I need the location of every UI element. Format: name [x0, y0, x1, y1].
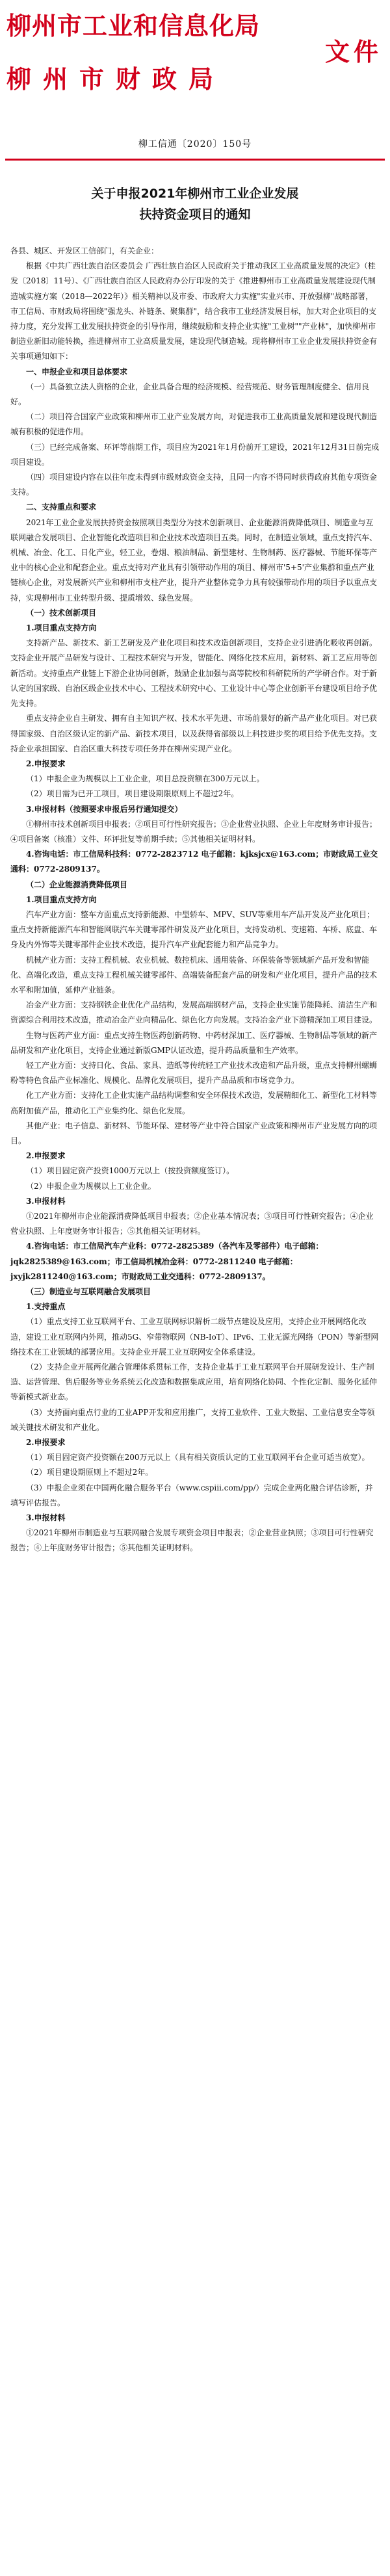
document-number: 柳工信通〔2020〕150号 — [138, 139, 252, 150]
letterhead — [0, 0, 390, 182]
document-label: 文件 — [325, 38, 383, 66]
section-heading: （三）制造业与互联网融合发展项目 — [26, 1287, 151, 1297]
body-paragraph: ①柳州市技术创新项目申报表；②项目可行性研究报告；③企业营业执照、企业上年度财务审计报告；④项目备案（核准）文件、环评批复等前期手续；⑤其他相关证明材料。 — [10, 819, 378, 844]
issuer-name-finance-bureau: 柳州市财政局 — [6, 65, 226, 94]
body-paragraph: （3）申报企业须在中国两化融合服务平台（www.cspiii.com/pp/）完成企业两化融合评估诊断，并填写评估报告。 — [10, 1483, 373, 1507]
body-paragraph: （3）支持面向重点行业的工业APP开发和应用推广，支持工业软件、工业大数据、工业信息安全等领域关键技术研发和产业化。 — [10, 1407, 375, 1432]
body-paragraph: （1）重点支持工业互联网平台、工业互联网标识解析二级节点建设及应用，支持企业开展网络化改造，建设工业互联网内外网，推动5G、窄带物联网（NB-IoT）、IPv6、工业无源光网络（PON）等新型网络技术在工业领域的部署应用。支持企业开展工业互联网安全体系建设。 — [10, 1317, 379, 1357]
section-heading: 一、申报企业和项目总体要求 — [26, 367, 128, 376]
body-paragraph: 汽车产业方面：整车方面重点支持新能源、中型轿车、MPV、SUV等乘用车产品开发及产业化项目；重点支持新能源汽车和智能网联汽车关键零部件研发及产业化项目，支持发动机、变速箱、车桥、底盘、车身及内外饰等关键零部件企业技术改造，提升汽车产业配套能力和产品竞争力。 — [10, 909, 378, 950]
section-heading: 2.申报要求 — [26, 1438, 66, 1448]
section-heading: 4.咨询电话：市工信局汽车产业科：0772-2825389（各汽车及零部件）电子邮箱：jqk2825389@163.com；市工信局机械冶金科：0772-2811240 电子邮箱：jxyjk2811240@163.com；市财政局工业交通科：0772-2809137。 — [10, 1242, 324, 1281]
body-paragraph: （1）项目固定资产投资1000万元以上（按投资额度签订）。 — [26, 1166, 235, 1176]
body-paragraph: （2）项目建设期原则上不超过2年。 — [26, 1468, 153, 1477]
body-paragraph: （四）项目建设内容在以往年度未得到市级财政资金支持，且同一内容不得同时获得政府其他专项资金支持。 — [10, 473, 378, 497]
title-line: 扶持资金项目的通知 — [139, 207, 251, 222]
section-heading: 3.申报材料（按照要求申报后另行通知提交） — [26, 804, 183, 814]
title-line: 关于申报2021年柳州市工业企业发展 — [91, 187, 299, 201]
section-heading: 3.申报材料 — [26, 1196, 66, 1206]
red-divider-line — [5, 159, 385, 161]
body-paragraph: 根据《中共广西壮族自治区委员会 广西壮族自治区人民政府关于推动我区工业高质量发展的决定》（桂发〔2018〕11号）、《广西壮族自治区人民政府办公厅印发的关于《推进柳州市工业高质量发展建设现代制造城实施方案（2018—2022年）》相关精神以及市委、市政府大力实施"实业兴市、开放强柳"战略部署，市工信局、市财政局将围绕"强龙头、补链条、聚集群"，结合我市工业经济发展目标，加大对企业项目的支持力度，充分发挥工业发展扶持资金的引导作用，继续鼓励和支持企业实施"工业树""产业林"，加快柳州市制造业新旧动能转换，推进柳州市工业高质量发展，建设现代制造城。现将柳州市工业企业发展扶持资金有关事项通知如下： — [10, 261, 378, 361]
body-paragraph: ①2021年柳州市企业能源消费降低项目申报表；②企业基本情况表；③项目可行性研究报告；④企业营业执照、上年度财务审计报告；⑤其他相关证明材料。 — [10, 1212, 374, 1236]
body-paragraph: （二）项目符合国家产业政策和柳州市工业产业发展方向，对促进我市工业高质量发展和建设现代制造城有积极的促进作用。 — [10, 412, 378, 437]
section-heading: （二）企业能源消费降低项目 — [26, 879, 128, 889]
body-paragraph: （1）申报企业为规模以上工业企业，项目总投资额在300万元以上。 — [26, 774, 265, 784]
notice-body — [10, 244, 380, 1556]
section-heading: 2.申报要求 — [26, 759, 66, 768]
section-heading: 3.申报材料 — [26, 1513, 66, 1523]
issuer-name-industry-bureau: 柳州市工业和信息化局 — [6, 12, 261, 40]
body-paragraph: （一）具备独立法人资格的企业，企业具备合理的经济规模、经营规范、财务管理制度健全、信用良好。 — [10, 382, 370, 407]
body-paragraph: （三）已经完成备案、环评等前期工作，项目应为2021年1月份前开工建设，2021年12月31日前完成项目建设。 — [10, 442, 380, 467]
body-paragraph: 化工产业方面：支持化工企业实施产品结构调整和安全环保技术改造，发展精细化工、新型化工材料等高附加值产品，推动化工产业集约化、绿色化发展。 — [10, 1091, 378, 1115]
body-paragraph: （2）申报企业为规模以上工业企业。 — [26, 1181, 156, 1191]
body-paragraph: 其他产业：电子信息、新材料、节能环保、建材等产业中符合国家产业政策和柳州市产业发展方向的项目。 — [10, 1121, 378, 1145]
section-heading: 1.支持重点 — [26, 1302, 66, 1312]
notice-title — [0, 183, 390, 225]
body-paragraph: 支持新产品、新技术、新工艺研发及产业化项目和技术改造创新项目，支持企业引进消化吸收再创新。支持企业开展产品研发与设计、工程技术研究与开发，智能化、网络化技术应用，新材料、新工艺应用等创新活动。支持重点产业链上下游企业协同创新，鼓励企业加强与高等院校和科研院所的产学研合作。对于新认定的国家级、自治区级企业技术中心、工程技术研究中心、工业设计中心等企业创新平台建设项目给予优先支持。 — [10, 638, 378, 709]
section-heading: 1.项目重点支持方向 — [26, 894, 97, 904]
body-paragraph: 机械产业方面：支持工程机械、农业机械、数控机床、通用装备、环保装备等领域新产品开发和智能化、高端化改造，重点支持工程机械关键零部件、高端装备配套产品的研发和产业化项目，提升产品的技术水平和附加值，延伸产业链条。 — [10, 955, 378, 995]
body-paragraph: 重点支持企业自主研发、拥有自主知识产权、技术水平先进、市场前景好的新产品产业化项目。对已获得国家级、自治区级认定的新产品、新技术项目，以及获得省部级以上科技进步奖的项目给予优先支持。支持企业承担国家、自治区重大科技专项任务并在柳州实现产业化。 — [10, 714, 378, 753]
section-heading: 4.咨询电话：市工信局科技科：0772-2823712 电子邮箱：kjksjcx@163.com；市财政局工业交通科：0772-2809137。 — [10, 850, 378, 874]
body-paragraph: （2）项目需为已开工项目，项目建设期限原则上不超过2年。 — [26, 789, 239, 799]
body-paragraph: 轻工产业方面：支持日化、食品、家具、造纸等传统轻工产业技术改造和产品升级，重点支持柳州螺蛳粉等特色食品产业标准化、规模化、品牌化发展项目，提升产品品质和市场竞争力。 — [10, 1060, 378, 1086]
section-heading: 2.申报要求 — [26, 1151, 66, 1161]
section-heading: （一）技术创新项目 — [26, 608, 97, 618]
body-paragraph: 冶金产业方面：支持钢铁企业优化产品结构，发展高端钢材产品，支持企业实施节能降耗、清洁生产和资源综合利用技术改造，推动冶金产业向精品化、绿色化方向发展。支持冶金产业下游精深加工项目建设。 — [10, 1000, 378, 1025]
body-paragraph: 生物与医药产业方面：重点支持生物医药创新药物、中药材深加工、医疗器械、生物制品等领域的新产品研发和产业化项目，支持企业通过新版GMP认证改造，提升药品质量和生产效率。 — [10, 1030, 378, 1055]
body-paragraph: （2）支持企业开展两化融合管理体系贯标工作，支持企业基于工业互联网平台开展研发设计、生产制造、运营管理、售后服务等业务系统云化改造和数据集成应用，培育网络化协同、个性化定制、服务化延伸等新模式新业态。 — [10, 1362, 378, 1402]
body-paragraph: （1）项目固定资产投资额在200万元以上（具有相关资质认定的工业互联网平台企业可适当放宽）。 — [26, 1453, 370, 1463]
section-heading: 1.项目重点支持方向 — [26, 623, 97, 633]
body-paragraph: 各县、城区、开发区工信部门，有关企业： — [10, 246, 159, 255]
body-paragraph: 2021年工业企业发展扶持资金按照项目类型分为技术创新项目、企业能源消费降低项目、制造业与互联网融合发展项目、企业智能化改造项目和企业技术改造项目五类。同时，在制造业领域，重点支持汽车、机械、冶金、化工、日化产业，轻工业，卷烟、粮油制品、新型建材、生物制药、医疗器械、节能环保等产业中的核心企业和配套企业。重点支持对产业具有引领带动作用的项目、柳州市'5+5'产业集群和重点产业链核心企业，对发展新兴产业和柳州市支柱产业，提升产业整体竞争力具有较强带动作用的项目予以重点支持，实现柳州市工业转型升级、提质增效、绿色发展。 — [10, 517, 378, 603]
body-paragraph: ①2021年柳州市制造业与互联网融合发展专项资金项目申报表；②企业营业执照；③项目可行性研究报告；④上年度财务审计报告；⑤其他相关证明材料。 — [10, 1528, 374, 1553]
section-heading: 二、支持重点和要求 — [26, 502, 97, 512]
